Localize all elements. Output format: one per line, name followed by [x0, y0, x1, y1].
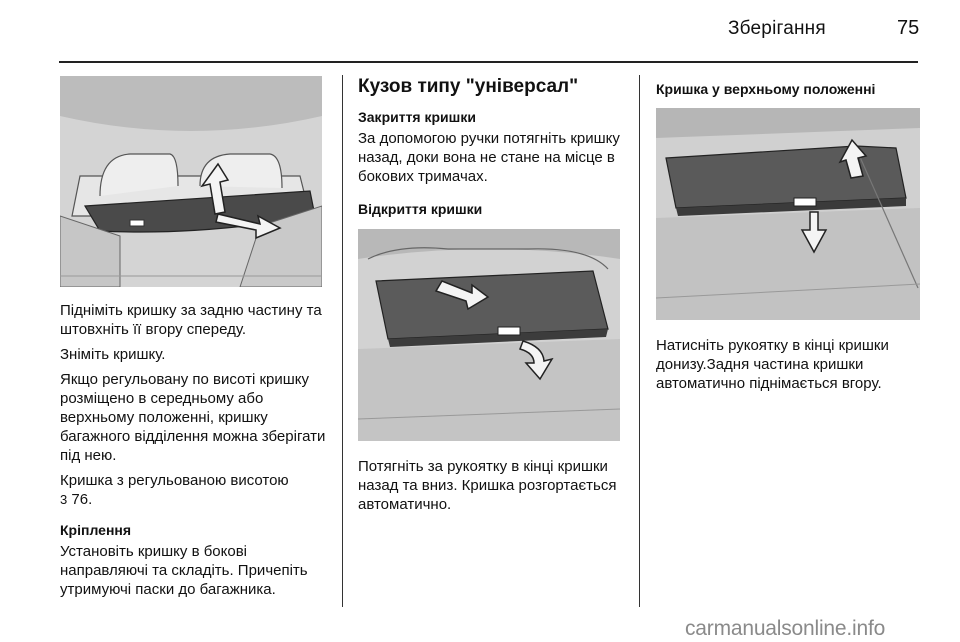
upper-position-heading: Кришка у верхньому положенні	[656, 81, 876, 97]
column-divider	[639, 75, 640, 607]
upper-position-caption: Натисніть рукоятку в кінці кришки донизу.Задня частина кришки автоматично піднімається вгору.	[656, 337, 889, 392]
upper-position-illustration	[656, 108, 920, 320]
estate-body-title: Кузов типу "універсал"	[358, 76, 579, 97]
middle-column	[358, 76, 626, 520]
storage-note: Якщо регульовану по висоті кришку розміщено в середньому або верхньому положенні, кришку багажного відділення можна зберігати під нею.	[60, 371, 326, 464]
cover-opening-drawing	[358, 229, 620, 441]
cross-reference	[60, 471, 326, 509]
cover-opening-illustration	[358, 229, 620, 441]
mounting-text: Установіть кришку в бокові направляючі та складіть. Причепіть утримуючі паски до багажника.	[60, 543, 308, 598]
remove-cover-step: Зніміть кришку.	[60, 346, 166, 363]
left-column	[60, 76, 326, 605]
page-reference-icon: 3	[60, 492, 68, 507]
site-watermark[interactable]: carmanualsonline.info	[685, 617, 886, 640]
mounting-heading: Кріплення	[60, 522, 132, 538]
cross-reference-page[interactable]: 76.	[71, 491, 93, 508]
opening-heading: Відкриття кришки	[358, 201, 483, 217]
header-divider	[59, 61, 918, 63]
cross-reference-text: Кришка з регульованою висотою	[60, 472, 289, 489]
closing-heading: Закриття кришки	[358, 109, 476, 125]
cover-removal-drawing	[60, 76, 322, 287]
upper-position-drawing	[656, 108, 920, 320]
opening-caption: Потягніть за рукоятку в кінці кришки назад та вниз. Кришка розгортається автоматично.	[358, 458, 617, 513]
cover-removal-illustration	[60, 76, 322, 287]
remove-cover-caption: Підніміть кришку за задню частину та штовхніть її вгору спереду.	[60, 302, 322, 338]
closing-text: За допомогою ручки потягніть кришку назад, доки вона не стане на місце в бокових тримачах.	[358, 130, 620, 185]
page-number: 75	[897, 17, 920, 39]
section-title: Зберігання	[728, 18, 826, 39]
column-divider	[342, 75, 343, 607]
right-column	[656, 80, 922, 399]
